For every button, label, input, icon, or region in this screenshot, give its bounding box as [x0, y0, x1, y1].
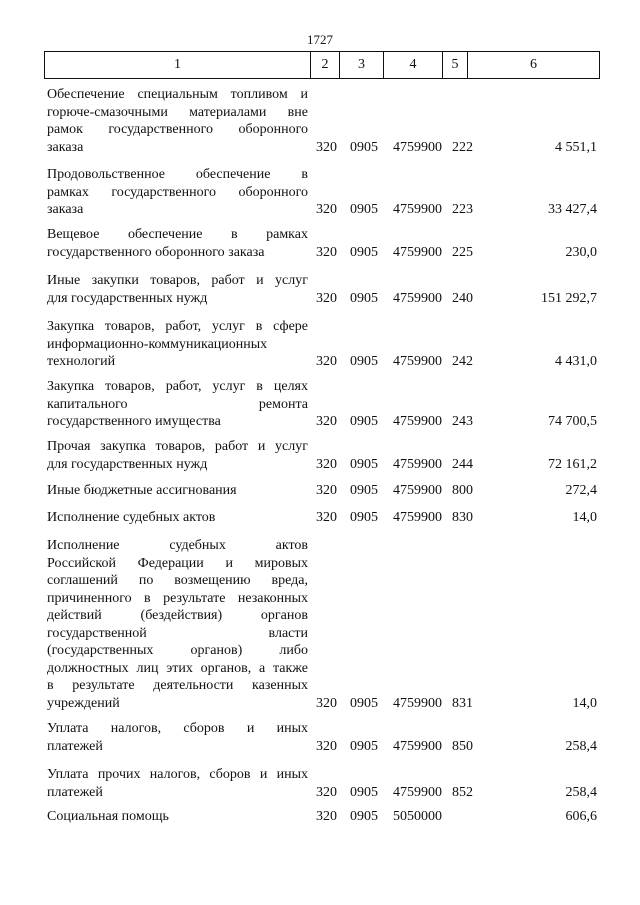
cell-col-2: 320 — [316, 483, 337, 498]
row-description-line: (государственных органов) либо — [47, 643, 308, 658]
row-description-line: учреждений — [47, 695, 120, 711]
cell-col-5: 243 — [452, 414, 473, 429]
cell-col-2: 320 — [316, 354, 337, 369]
row-description-line: государственного имущества — [47, 414, 221, 429]
cell-col-5: 852 — [452, 784, 473, 800]
row-description-line: Социальная помощь — [47, 809, 169, 824]
cell-col-3: 0905 — [350, 738, 378, 754]
cell-col-5: 244 — [452, 456, 473, 472]
cell-col-6: 4 551,1 — [555, 139, 597, 155]
row-description-line: государственного оборонного заказа — [47, 244, 265, 260]
column-header-4: 4 — [384, 52, 443, 79]
cell-col-6: 258,4 — [565, 784, 597, 800]
row-description-line: причиненного в результате незаконных — [47, 590, 308, 606]
row-description-line: для государственных нужд — [47, 290, 208, 306]
cell-col-6: 72 161,2 — [548, 456, 597, 472]
cell-col-2: 320 — [316, 784, 337, 800]
cell-col-5: 223 — [452, 202, 473, 217]
row-description — [47, 86, 308, 156]
cell-col-4: 4759900 — [393, 202, 442, 217]
row-description-line: соглашений по возмещению вреда, — [47, 573, 308, 588]
row-description — [47, 378, 308, 431]
column-header-1: 1 — [45, 52, 311, 79]
row-description-line: Иные закупки товаров, работ и услуг — [47, 273, 308, 288]
cell-col-3: 0905 — [350, 483, 378, 498]
row-description-line: капитального ремонта — [47, 396, 308, 412]
cell-col-4: 4759900 — [393, 510, 442, 525]
cell-col-3: 0905 — [350, 414, 378, 429]
column-header-5: 5 — [443, 52, 468, 79]
cell-col-2: 320 — [316, 510, 337, 525]
cell-col-3: 0905 — [350, 202, 378, 217]
cell-col-2: 320 — [316, 809, 337, 824]
cell-col-3: 0905 — [350, 695, 378, 711]
cell-col-6: 230,0 — [565, 244, 597, 260]
cell-col-2: 320 — [316, 139, 337, 155]
row-description-line: для государственных нужд — [47, 456, 208, 472]
cell-col-4: 4759900 — [393, 244, 442, 260]
cell-col-6: 272,4 — [565, 483, 597, 498]
cell-col-6: 74 700,5 — [548, 414, 597, 429]
row-description-line: действий (бездействия) органов — [47, 608, 308, 623]
row-description — [47, 537, 308, 712]
row-description-line: Уплата прочих налогов, сборов и иных — [47, 767, 308, 782]
row-description-line: рамок государственного оборонного — [47, 122, 308, 137]
cell-col-4: 4759900 — [393, 483, 442, 498]
row-description-line: информационно-коммуникационных — [47, 336, 268, 352]
page-number: 1727 — [307, 32, 333, 47]
row-description-line: Уплата налогов, сборов и иных — [47, 721, 308, 736]
cell-col-2: 320 — [316, 244, 337, 260]
cell-col-5: 800 — [452, 483, 473, 498]
cell-col-6: 258,4 — [565, 738, 597, 754]
column-header-3: 3 — [340, 52, 384, 79]
cell-col-2: 320 — [316, 290, 337, 306]
row-description — [47, 226, 308, 261]
row-description-line: Вещевое обеспечение в рамках — [47, 227, 308, 242]
cell-col-2: 320 — [316, 738, 337, 754]
cell-col-5: 222 — [452, 139, 473, 155]
row-description-line: Обеспечение специальным топливом и — [47, 87, 308, 102]
cell-col-5: 242 — [452, 354, 473, 369]
cell-col-2: 320 — [316, 202, 337, 217]
cell-col-3: 0905 — [350, 456, 378, 472]
cell-col-2: 320 — [316, 456, 337, 472]
row-description-line: Продовольственное обеспечение в — [47, 167, 308, 182]
cell-col-4: 5050000 — [393, 809, 442, 824]
cell-col-6: 151 292,7 — [541, 290, 597, 306]
row-description — [47, 766, 308, 801]
row-description — [47, 720, 308, 755]
cell-col-3: 0905 — [350, 290, 378, 306]
cell-col-3: 0905 — [350, 809, 378, 824]
column-header-table — [44, 51, 600, 79]
cell-col-4: 4759900 — [393, 139, 442, 155]
cell-col-6: 33 427,4 — [548, 202, 597, 217]
cell-col-4: 4759900 — [393, 738, 442, 754]
row-description-line: платежей — [47, 738, 103, 754]
row-description-line: Закупка товаров, работ, услуг в целях — [47, 379, 308, 394]
cell-col-4: 4759900 — [393, 784, 442, 800]
row-description-line: Прочая закупка товаров, работ и услуг — [47, 439, 308, 454]
cell-col-5: 830 — [452, 510, 473, 525]
cell-col-6: 4 431,0 — [555, 354, 597, 369]
row-description — [47, 272, 308, 307]
row-description-line: государственной власти — [47, 625, 308, 641]
row-description — [47, 318, 308, 371]
cell-col-4: 4759900 — [393, 354, 442, 369]
row-description-line: должностных лиц этих органов, а также — [47, 660, 308, 676]
row-description-line: Исполнение судебных актов — [47, 538, 308, 553]
row-description-line: рамках государственного оборонного — [47, 184, 308, 200]
row-description — [47, 166, 308, 219]
cell-col-6: 14,0 — [572, 695, 597, 711]
cell-col-5: 850 — [452, 738, 473, 754]
row-description — [47, 509, 308, 527]
row-description-line: технологий — [47, 354, 116, 369]
cell-col-5: 831 — [452, 695, 473, 711]
row-description-line: горюче-смазочными материалами вне — [47, 104, 308, 120]
row-description — [47, 482, 308, 500]
row-description-line: Российской Федерации и мировых — [47, 555, 308, 571]
cell-col-3: 0905 — [350, 139, 378, 155]
row-description-line: в результате деятельности казенных — [47, 678, 308, 693]
row-description-line: заказа — [47, 202, 84, 217]
column-header-6: 6 — [468, 52, 600, 79]
cell-col-3: 0905 — [350, 244, 378, 260]
cell-col-2: 320 — [316, 695, 337, 711]
cell-col-2: 320 — [316, 414, 337, 429]
row-description-line: Исполнение судебных актов — [47, 510, 216, 525]
cell-col-5: 225 — [452, 244, 473, 260]
row-description-line: Закупка товаров, работ, услуг в сфере — [47, 319, 308, 334]
column-header-row — [45, 52, 600, 79]
cell-col-3: 0905 — [350, 784, 378, 800]
cell-col-3: 0905 — [350, 510, 378, 525]
cell-col-4: 4759900 — [393, 414, 442, 429]
cell-col-4: 4759900 — [393, 290, 442, 306]
row-description-line: Иные бюджетные ассигнования — [47, 483, 237, 498]
cell-col-5: 240 — [452, 290, 473, 306]
cell-col-3: 0905 — [350, 354, 378, 369]
cell-col-4: 4759900 — [393, 456, 442, 472]
cell-col-6: 606,6 — [565, 809, 597, 824]
row-description — [47, 808, 308, 826]
row-description-line: заказа — [47, 139, 84, 155]
row-description — [47, 438, 308, 473]
column-header-2: 2 — [311, 52, 340, 79]
row-description-line: платежей — [47, 784, 103, 800]
cell-col-4: 4759900 — [393, 695, 442, 711]
cell-col-6: 14,0 — [572, 510, 597, 525]
